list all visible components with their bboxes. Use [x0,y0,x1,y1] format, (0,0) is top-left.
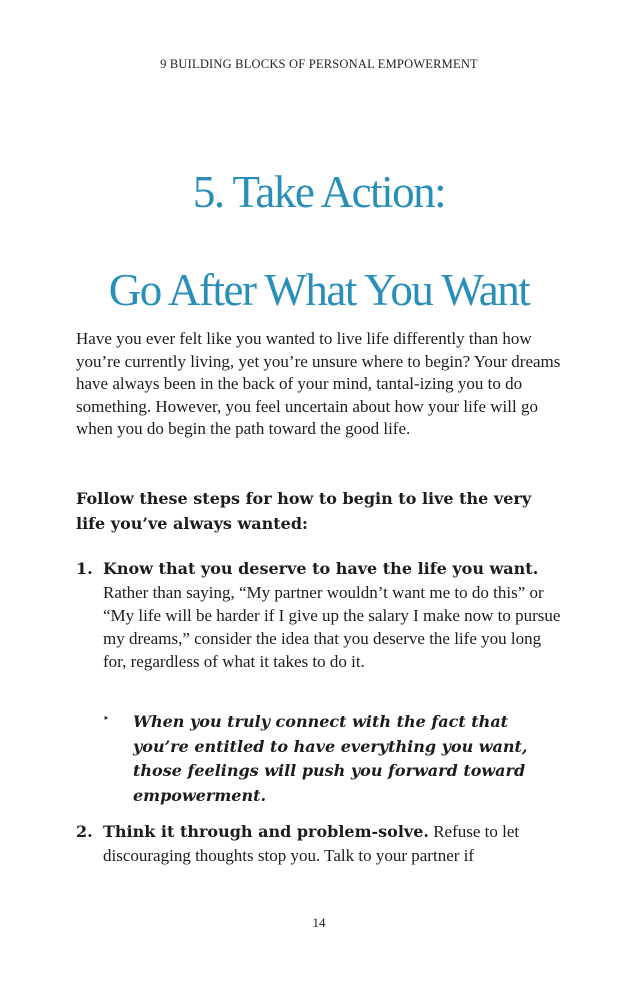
step-2 [76,819,562,867]
chapter-title-line-1: 5. Take Action: [192,167,446,217]
chapter-title-line-2: Go After What You Want [108,265,530,315]
intro-paragraph: Have you ever felt like you wanted to live life differently than how you’re currently living, yet you’re unsure where to begin? Your dreams have always been in the back of your mind, tantal-izing you to do something. However, you feel uncertain about how your life will go when you do begin the path toward the good life. [76,329,561,438]
step-text: Rather than saying, “My partner wouldn’t want me to do this” or “My life will be harder if I give up the salary I make now to pursue my dreams,” consider the idea that you deserve the life you long for, regardless of what it takes to do it. [103,583,561,671]
step-number: 2. [76,822,93,841]
bullet-item [103,710,563,808]
step-number: 1. [76,559,93,578]
triangle-bullet-icon: ‣ [103,713,110,725]
page-number: 14 [312,915,326,930]
running-header: 9 BUILDING BLOCKS OF PERSONAL EMPOWERMENT [160,57,478,71]
step-1 [76,556,562,673]
steps-lead-in: Follow these steps for how to begin to live the very life you’ve always wanted: [76,489,532,533]
bullet-text: When you truly connect with the fact that you’re entitled to have everything you want, those feelings will push you forward toward empowerment. [133,712,528,805]
step-text: Refuse to let discouraging thoughts stop you. Talk to your partner if [103,822,520,865]
step-heading: Think it through and problem-solve. [103,822,429,841]
step-heading: Know that you deserve to have the life you want. [103,559,539,578]
